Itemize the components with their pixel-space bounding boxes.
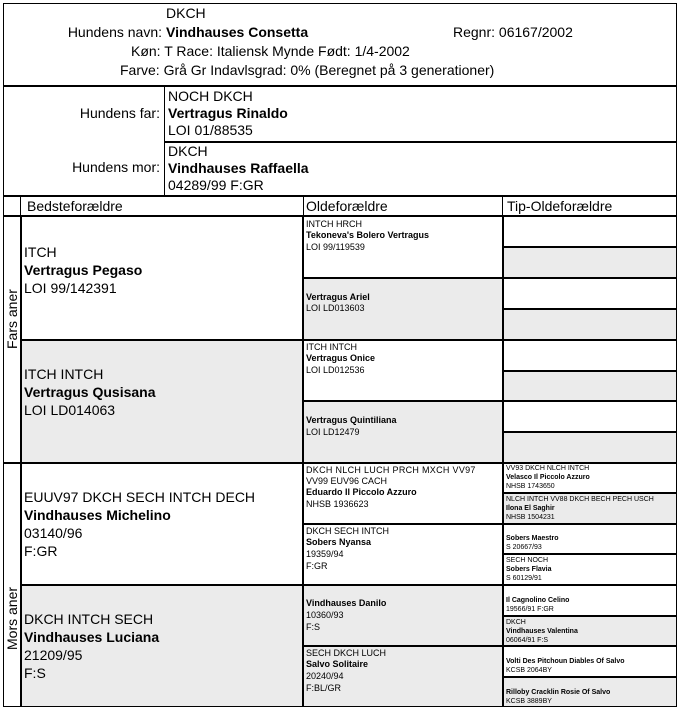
dam-reg: 04289/99 F:GR [168,177,264,193]
great-extra: F:BL/GR [306,683,342,693]
sire-name: Vertragus Rinaldo [168,105,288,121]
great-titles-2: VV99 EUV96 CACH [306,476,388,486]
greatgreat-reg: 06064/91 F:S [506,637,549,644]
great-name: Salvo Solitaire [306,659,369,669]
greatgreat-name: Sobers Maestro [506,535,559,542]
dam-titles: DKCH [168,143,208,159]
great-titles: SECH DKCH LUCH [306,648,387,658]
dog-titles: DKCH [166,5,206,21]
col-grandparents: Bedsteforældre [27,198,123,214]
grandparent-reg: 21209/95 [24,647,83,663]
greatgreat-titles: DKCH [506,619,526,626]
greatgreat-reg: NHSB 1743650 [506,483,555,490]
sire-titles: NOCH DKCH [168,88,253,104]
mors-aner-label: Mors aner [4,586,20,650]
greatgreat-titles: VV93 DKCH NLCH INTCH [506,465,590,472]
great-reg: LOI LD12479 [306,427,360,437]
great-reg: 19359/94 [306,549,344,559]
grandparent-extra: F:S [24,665,46,681]
greatgreat-cell [503,216,677,247]
col-great: Oldeforældre [306,198,388,214]
great-name: Vertragus Quintiliana [306,415,397,425]
greatgreat-name: Ilona El Saghir [506,505,555,512]
greatgreat-name: Vindhauses Valentina [506,628,578,635]
greatgreat-reg: KCSB 3889BY [506,698,552,705]
grandparent-name: Vindhauses Luciana [24,629,160,645]
greatgreat-cell [503,340,677,371]
grandparent-reg: 03140/96 [24,525,83,541]
great-titles: DKCH NLCH LUCH PRCH MXCH VV97 [306,465,476,475]
grandparent-name: Vindhauses Michelino [24,507,171,523]
sire-reg: LOI 01/88535 [168,122,253,138]
greatgreat-cell [503,432,677,463]
greatgreat-cell [503,278,677,309]
great-reg: LOI LD013603 [306,303,365,313]
great-reg: NHSB 1936623 [306,499,369,509]
dam-name: Vindhauses Raffaella [168,160,309,176]
greatgreat-cell [503,247,677,278]
great-extra: F:S [306,622,321,632]
greatgreat-reg: KCSB 2064BY [506,667,552,674]
great-name: Vertragus Ariel [306,292,370,302]
greatgreat-reg: S 60129/91 [506,575,542,582]
grandparent-titles: DKCH INTCH SECH [24,611,154,627]
grandparent-reg: LOI LD014063 [24,402,116,418]
greatgreat-name: Velasco Il Piccolo Azzuro [506,474,590,481]
col-greatgreat: Tip-Oldeforældre [507,198,613,214]
great-extra: F:GR [306,561,328,571]
greatgreat-reg: S 20667/93 [506,544,542,551]
great-reg: LOI 99/119539 [306,242,365,252]
greatgreat-cell [503,401,677,432]
greatgreat-name: Volti Des Pitchoun Diables Of Salvo [506,658,625,665]
greatgreat-reg: NHSB 1504231 [506,514,555,521]
greatgreat-titles: SECH NOCH [506,557,549,564]
great-name: Tekoneva's Bolero Vertragus [306,230,430,240]
grandparent-titles: ITCH [24,244,57,260]
great-titles: INTCH HRCH [306,219,362,229]
great-titles: DKCH SECH INTCH [306,526,390,536]
greatgreat-name: Rilloby Cracklin Rosie Of Salvo [506,689,611,696]
great-reg: 20240/94 [306,671,344,681]
greatgreat-reg: 19566/91 F:GR [506,606,554,613]
greatgreat-name: Il Cagnolino Celino [506,597,570,604]
great-reg: LOI LD012536 [306,365,365,375]
grandparent-reg: LOI 99/142391 [24,280,117,296]
dog-regnr: Regnr: 06167/2002 [453,24,573,40]
dog-name-label: Hundens navn: [67,24,162,40]
dog-details-2: Farve: Grå Gr Indavlsgrad: 0% (Beregnet på 3 generationer) [120,62,495,78]
great-name: Vindhauses Danilo [306,598,387,608]
grandparent-name: Vertragus Pegaso [24,262,143,278]
corner-cell [3,196,21,216]
great-name: Vertragus Onice [306,353,376,363]
grandparent-titles: ITCH INTCH [24,366,104,382]
dam-label: Hundens mor: [72,159,160,175]
dog-name: Vindhauses Consetta [166,24,309,40]
mors-side-cell [3,463,21,707]
fars-aner-label: Fars aner [4,289,20,349]
great-reg: 10360/93 [306,610,344,620]
great-name: Eduardo Il Piccolo Azzuro [306,487,417,497]
grandparent-extra: F:GR [24,543,58,559]
grandparent-name: Vertragus Qusisana [24,384,156,400]
grandparent-titles: EUUV97 DKCH SECH INTCH DECH [24,489,256,505]
greatgreat-cell [503,371,677,401]
great-titles: ITCH INTCH [306,342,357,352]
great-name: Sobers Nyansa [306,537,372,547]
dog-details: Køn: T Race: Italiensk Mynde Født: 1/4-2002 [131,43,410,59]
greatgreat-titles: NLCH INTCH VV88 DKCH BECH PECH USCH [506,496,654,503]
greatgreat-name: Sobers Flavia [506,566,552,573]
greatgreat-cell [503,309,677,340]
sire-label: Hundens far: [79,105,160,121]
